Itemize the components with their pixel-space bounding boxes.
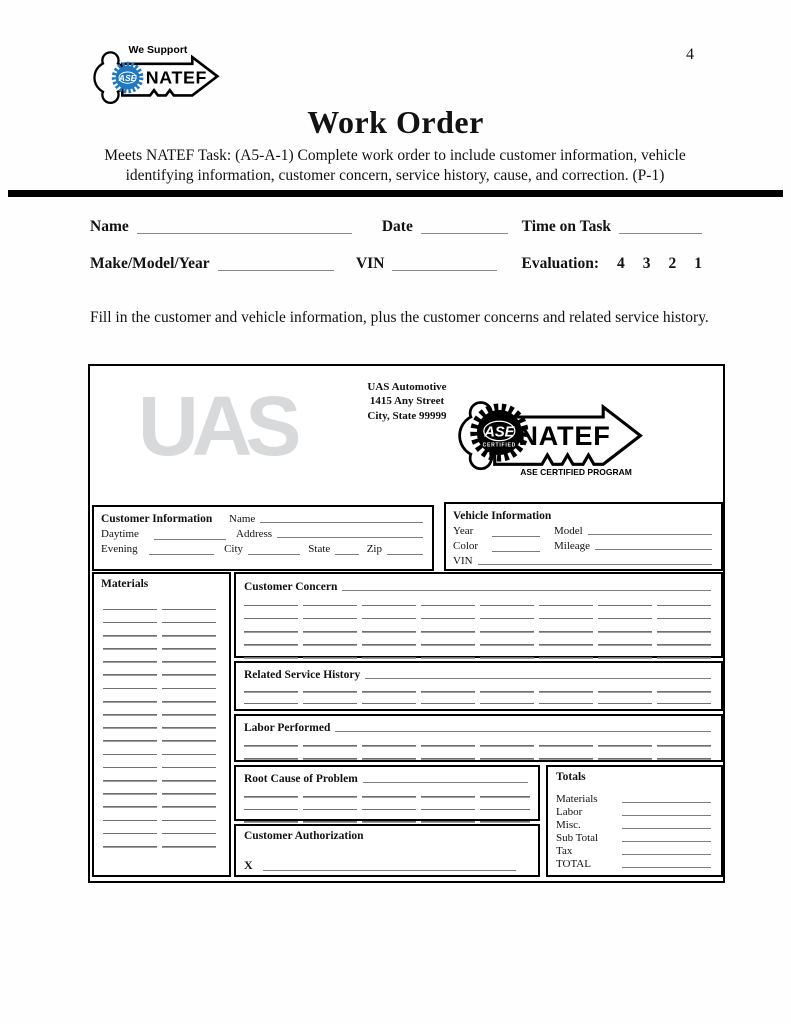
customer-information-box (92, 505, 434, 571)
totals-title: Totals (556, 771, 586, 783)
ruled-blank-line (244, 693, 713, 705)
ruled-blank-line (244, 606, 713, 619)
totals-row-labor (556, 805, 713, 818)
daytime-label: Daytime (101, 528, 139, 540)
page-title: Work Order (307, 104, 484, 140)
instruction-text: Fill in the customer and vehicle information, plus the customer concerns and related service history. (90, 309, 709, 326)
related-service-history-lines (244, 681, 713, 716)
related-service-history-box (234, 661, 723, 711)
state-label: State (308, 543, 331, 555)
cert-gear-text: ASE (484, 424, 515, 441)
ruled-blank-line (244, 785, 530, 798)
totals-box (546, 765, 723, 877)
totals-tax-blank (622, 853, 711, 855)
student-info-row (90, 218, 702, 236)
natef-certified-logo (448, 386, 653, 479)
date-blank (421, 220, 508, 234)
labor-performed-title: Labor Performed (244, 722, 331, 734)
ruled-blank-line (103, 689, 220, 702)
mileage-blank (595, 548, 712, 550)
totals-labor-blank (622, 814, 711, 816)
ruled-blank-line (103, 808, 220, 821)
ruled-blank-line (244, 747, 713, 760)
score-3: 3 (642, 255, 651, 272)
customer-authorization-title: Customer Authorization (244, 830, 364, 842)
labor-performed-lines (244, 734, 713, 760)
ruled-blank-line (103, 676, 220, 689)
zip-blank (387, 544, 423, 555)
totals-materials-blank (622, 801, 711, 803)
ruled-blank-line (244, 593, 713, 606)
signature-blank (263, 869, 516, 871)
year-label: Year (453, 525, 474, 537)
natef-support-logo (88, 38, 220, 108)
materials-title: Materials (101, 578, 149, 590)
vehicle-information-title: Vehicle Information (453, 510, 552, 522)
vin-blank (392, 257, 497, 271)
address-label: Address (236, 528, 273, 540)
ruled-blank-line (244, 798, 530, 811)
ruled-blank-line (244, 681, 713, 693)
totals-total-blank (622, 866, 711, 868)
ruled-blank-line (244, 633, 713, 646)
evaluation-scores (599, 255, 702, 273)
zip-label: Zip (366, 543, 382, 555)
ruled-blank-line (244, 619, 713, 632)
totals-rows (556, 792, 713, 870)
daytime-blank (154, 529, 226, 540)
totals-labor-label: Labor (556, 806, 583, 818)
ruled-blank-line (103, 703, 220, 716)
ruled-blank-line (103, 663, 220, 676)
ruled-blank-line (103, 650, 220, 663)
customer-authorization-box (234, 824, 540, 877)
totals-row-total (556, 857, 713, 870)
natef-certified-key-icon (448, 386, 653, 479)
year-blank (492, 526, 540, 537)
customer-concern-box (234, 572, 723, 658)
totals-subtotal-blank (622, 840, 711, 842)
ruled-blank-line (103, 742, 220, 755)
root-cause-blank (363, 781, 528, 783)
ase-gear-text: ASE (118, 72, 137, 83)
totals-misc-blank (622, 827, 711, 829)
name-label: Name (90, 218, 129, 235)
company-name: UAS Automotive (367, 381, 447, 393)
ruled-blank-line (103, 755, 220, 768)
score-4: 4 (617, 255, 625, 272)
vin-label: VIN (355, 255, 385, 272)
customer-name-label: Name (229, 513, 256, 525)
vehicle-id-row (90, 255, 702, 273)
ruled-blank-line (103, 782, 220, 795)
natef-key-icon (88, 38, 220, 108)
totals-materials-label: Materials (556, 793, 598, 805)
ruled-blank-line (103, 716, 220, 729)
ruled-blank-line (103, 597, 220, 610)
divider-rule (8, 190, 783, 197)
ruled-blank-line (103, 834, 220, 847)
root-cause-box (234, 765, 540, 821)
evening-blank (149, 544, 214, 555)
root-cause-title: Root Cause of Problem (244, 773, 358, 785)
ruled-blank-line (103, 623, 220, 636)
materials-lines (101, 597, 222, 848)
customer-concern-title: Customer Concern (244, 581, 338, 593)
evening-label: Evening (101, 543, 138, 555)
time-on-task-blank (619, 220, 702, 234)
make-model-year-blank (218, 257, 334, 271)
score-2: 2 (668, 255, 677, 272)
totals-tax-label: Tax (556, 845, 573, 857)
cert-brand-text: NATEF (518, 419, 611, 451)
ruled-blank-line (244, 810, 530, 823)
company-street: 1415 Any Street (369, 395, 445, 408)
cert-gear-sub-text: CERTIFIED (482, 442, 517, 449)
time-on-task-label: Time on Task (521, 218, 611, 235)
customer-concern-lines (244, 593, 713, 659)
ruled-blank-line (244, 734, 713, 747)
model-label: Model (554, 525, 583, 537)
task-statement: Meets NATEF Task: (A5-A-1) Complete work order to include customer information, vehicle identifying information, customer concern, service history, cause, and correction. (P-1) (104, 147, 686, 185)
model-blank (588, 533, 712, 535)
totals-row-subtotal (556, 831, 713, 844)
address-blank (277, 536, 423, 538)
ruled-blank-line (244, 646, 713, 659)
score-1: 1 (694, 255, 702, 272)
ruled-blank-line (103, 729, 220, 742)
support-brand-text: NATEF (145, 67, 208, 88)
work-order-form (88, 364, 725, 883)
customer-name-blank (260, 521, 423, 523)
root-cause-lines (244, 785, 530, 823)
totals-row-materials (556, 792, 713, 805)
totals-total-label: TOTAL (556, 858, 591, 870)
signature-x-mark: X (244, 858, 253, 872)
state-blank (335, 544, 358, 555)
uas-watermark: UAS (138, 379, 295, 473)
totals-misc-label: Misc. (556, 819, 581, 831)
mileage-label: Mileage (554, 540, 591, 552)
vehicle-vin-label: VIN (453, 555, 473, 567)
totals-row-misc (556, 818, 713, 831)
ruled-blank-line (103, 610, 220, 623)
ruled-blank-line (103, 821, 220, 834)
totals-subtotal-label: Sub Total (556, 832, 599, 844)
ruled-blank-line (103, 637, 220, 650)
support-tagline: We Support (128, 44, 188, 57)
customer-concern-blank (342, 589, 711, 591)
customer-information-title: Customer Information (101, 513, 213, 525)
cert-program-text: ASE CERTIFIED PROGRAM (520, 467, 632, 478)
related-service-history-title: Related Service History (244, 669, 361, 681)
vehicle-information-box (444, 502, 723, 571)
labor-performed-blank (335, 730, 711, 732)
totals-row-tax (556, 844, 713, 857)
color-blank (492, 541, 540, 552)
name-blank (137, 220, 352, 234)
ruled-blank-line (103, 768, 220, 781)
city-blank (248, 544, 300, 555)
related-service-history-blank (365, 677, 711, 679)
color-label: Color (453, 540, 479, 552)
vehicle-vin-blank (478, 563, 712, 565)
materials-box (92, 572, 231, 877)
city-label: City (224, 543, 244, 555)
page-number: 4 (686, 46, 694, 63)
labor-performed-box (234, 714, 723, 762)
ruled-blank-line (103, 795, 220, 808)
make-model-year-label: Make/Model/Year (90, 255, 210, 272)
evaluation-label: Evaluation: (521, 255, 599, 272)
company-city: City, State 99999 (367, 409, 447, 422)
date-label: Date (381, 218, 413, 235)
